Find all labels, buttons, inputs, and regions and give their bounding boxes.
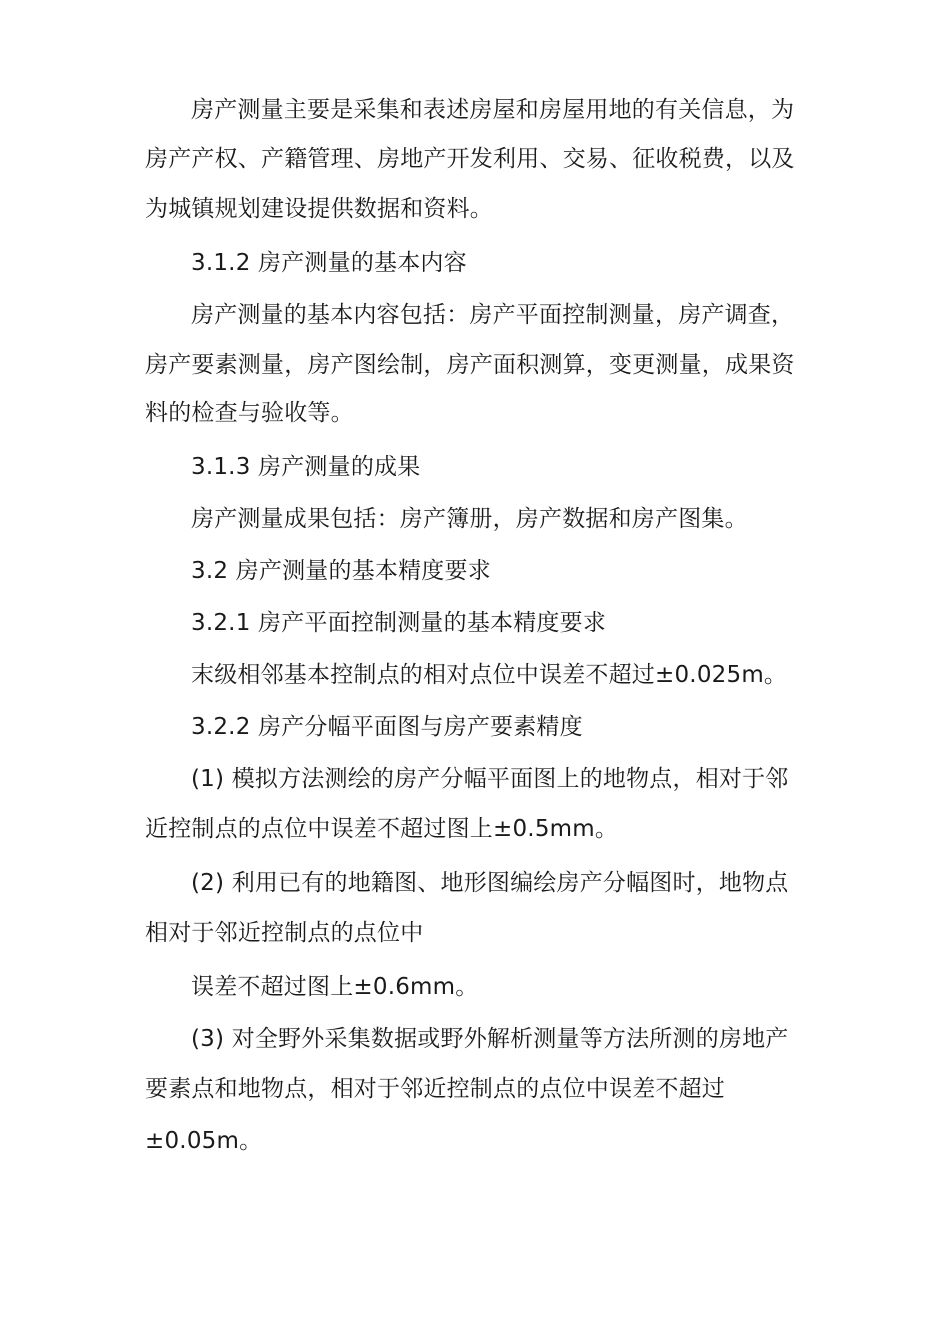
paragraph-line: 末级相邻基本控制点的相对点位中误差不超过±0.025m。 bbox=[191, 662, 788, 688]
list-item-line: 近控制点的点位中误差不超过图上±0.5mm。 bbox=[145, 816, 619, 842]
section-heading: 3.1.2 房产测量的基本内容 bbox=[191, 250, 467, 276]
section-heading: 3.2 房产测量的基本精度要求 bbox=[191, 558, 491, 584]
section-heading: 3.2.1 房产平面控制测量的基本精度要求 bbox=[191, 610, 607, 636]
list-item-line: 误差不超过图上±0.6mm。 bbox=[191, 974, 479, 1000]
paragraph-line: 为城镇规划建设提供数据和资料。 bbox=[145, 196, 493, 222]
paragraph-line: 房产产权、产籍管理、房地产开发利用、交易、征收税费，以及 bbox=[145, 146, 795, 172]
paragraph-line: 房产测量的基本内容包括：房产平面控制测量，房产调查， bbox=[191, 302, 795, 328]
section-heading: 3.2.2 房产分幅平面图与房产要素精度 bbox=[191, 714, 583, 740]
section-heading: 3.1.3 房产测量的成果 bbox=[191, 454, 421, 480]
list-item-line: (2) 利用已有的地籍图、地形图编绘房产分幅图时，地物点 bbox=[191, 870, 789, 896]
list-item-line: 要素点和地物点，相对于邻近控制点的点位中误差不超过 bbox=[145, 1076, 725, 1102]
list-item-line: (3) 对全野外采集数据或野外解析测量等方法所测的房地产 bbox=[191, 1026, 789, 1052]
list-item-line: 相对于邻近控制点的点位中 bbox=[145, 920, 424, 946]
paragraph-line: 房产要素测量，房产图绘制，房产面积测算，变更测量，成果资 bbox=[145, 352, 795, 378]
paragraph-line: 料的检查与验收等。 bbox=[145, 400, 354, 426]
list-item-line: ±0.05m。 bbox=[145, 1128, 263, 1154]
paragraph-line: 房产测量主要是采集和表述房屋和房屋用地的有关信息，为 bbox=[191, 97, 795, 123]
paragraph-line: 房产测量成果包括：房产簿册，房产数据和房产图集。 bbox=[191, 506, 748, 532]
list-item-line: (1) 模拟方法测绘的房产分幅平面图上的地物点，相对于邻 bbox=[191, 766, 789, 792]
